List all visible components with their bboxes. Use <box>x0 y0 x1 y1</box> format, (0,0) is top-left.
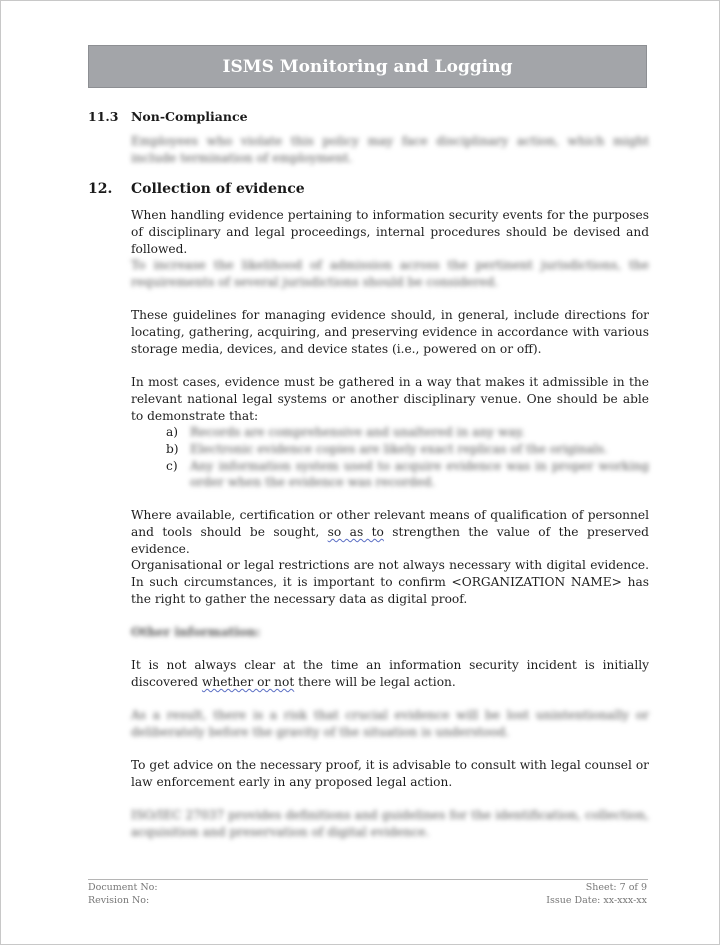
paragraph-jurisdictions: To increase the likelihood of admission across the pertinent jurisdictions, the requirements of several jurisdictions should be considered. <box>131 258 649 289</box>
footer-divider <box>88 879 648 880</box>
paragraph-not-clear <box>131 657 649 691</box>
issue-date: Issue Date: xx-xxx-xx <box>546 894 647 906</box>
list-item-label: c) <box>166 458 178 473</box>
section-number: 11.3 <box>88 109 119 124</box>
paragraph-iso-27037: ISO/IEC 27037 provides definitions and guidelines for the identification, collection, acquisition and preservation of digital evidence. <box>131 808 649 839</box>
section-number: 12. <box>88 181 113 197</box>
section-title: Collection of evidence <box>131 181 305 197</box>
document-number-label: Document No: <box>88 882 158 893</box>
document-title: ISMS Monitoring and Logging <box>222 56 513 77</box>
paragraph-guidelines: These guidelines for managing evidence should, in general, include directions for locating, gathering, acquiring, and preserving evidence in accordance with various storage media, devices, and device states (i.e., powered on or off). <box>131 308 649 356</box>
paragraph-text: It is not always clear at the time an information security incident is initially discovered <box>131 658 649 689</box>
list-item <box>166 441 649 458</box>
list-item <box>166 458 649 492</box>
list-item-text: Electronic evidence copies are likely exact replicas of the originals. <box>190 441 608 456</box>
list-item-text: Any information system used to acquire evidence was in proper working order when the evidence was recorded. <box>190 458 649 490</box>
paragraph-admissible: In most cases, evidence must be gathered in a way that makes it admissible in the relevant national legal systems or another disciplinary venue. One should be able to demonstrate that: <box>131 375 649 423</box>
paragraph-text: there will be legal action. <box>294 674 456 689</box>
paragraph-advice: To get advice on the necessary proof, it is advisable to consult with legal counsel or law enforcement early in any proposed legal action. <box>131 758 649 789</box>
list-item-text: Records are comprehensive and unaltered in any way. <box>190 425 525 439</box>
document-title-bar <box>88 45 647 88</box>
list-item-label: a) <box>166 425 179 439</box>
paragraph-risk: As a result, there is a risk that crucial evidence will be lost unintentionally or deliberately before the gravity of the situation is understood. <box>131 708 649 739</box>
paragraph-certification <box>131 507 649 557</box>
spellcheck-underlined-text: so as to <box>327 524 384 539</box>
paragraph-restrictions: Organisational or legal restrictions are not always necessary with digital evidence. In such circumstances, it is important to confirm <ORGANIZATION NAME> has the right to gather the necessary data as digital proof. <box>131 558 649 606</box>
paragraph-text: Where available, certification or other relevant means of qualification of personnel and tools should be sought, <box>131 508 649 539</box>
list-item <box>166 424 649 441</box>
paragraph-text: strengthen the value of the preserved evidence. <box>131 524 649 556</box>
list-item-label: b) <box>166 441 179 456</box>
footer-left <box>88 882 158 907</box>
revision-number-label: Revision No: <box>88 894 150 906</box>
paragraph-handling-evidence: When handling evidence pertaining to information security events for the purposes of disciplinary and legal proceedings, internal procedures should be devised and followed. <box>131 208 649 256</box>
spellcheck-underlined-text: whether or not <box>201 674 295 689</box>
section-title: Non-Compliance <box>131 109 248 124</box>
evidence-requirements-list <box>166 424 649 491</box>
section-11-3-body: Employees who violate this policy may face disciplinary action, which might include termination of employment. <box>131 134 649 165</box>
sheet-number: Sheet: 7 of 9 <box>585 882 647 893</box>
other-information-heading: Other information: <box>131 625 261 639</box>
footer-right <box>546 882 647 907</box>
